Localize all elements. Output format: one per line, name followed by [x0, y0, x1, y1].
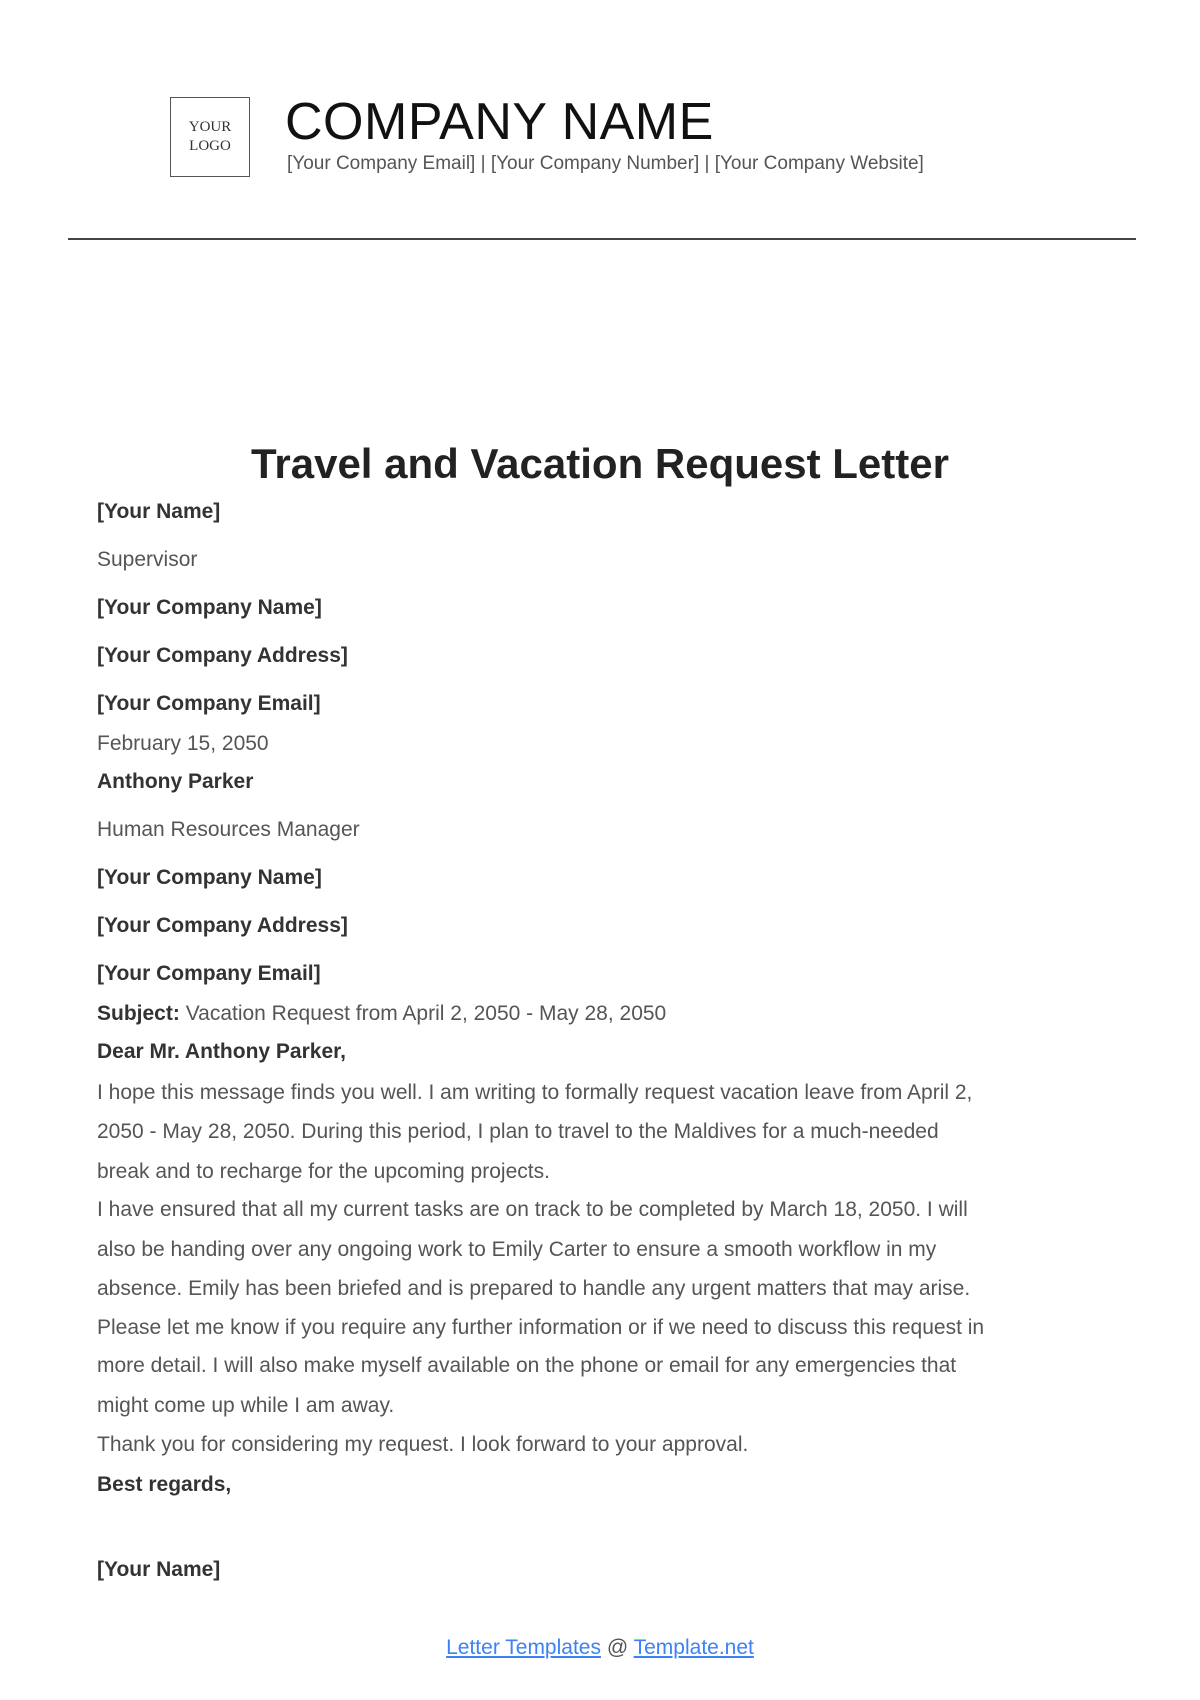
body-line: absence. Emily has been briefed and is prepared to handle any urgent matters that may arise.	[97, 1277, 971, 1300]
subject-line	[97, 1002, 666, 1026]
recipient-address: [Your Company Address]	[97, 914, 348, 937]
letter-templates-link[interactable]: Letter Templates	[446, 1636, 601, 1659]
recipient-name: Anthony Parker	[97, 770, 254, 793]
footer-separator: @	[606, 1636, 629, 1659]
greeting: Dear Mr. Anthony Parker,	[97, 1040, 346, 1063]
header-divider	[68, 238, 1136, 240]
subject-label: Subject:	[97, 1002, 180, 1025]
logo-text: YOUR	[188, 119, 232, 135]
sender-email: [Your Company Email]	[97, 692, 321, 715]
signature-name: [Your Name]	[97, 1558, 221, 1581]
recipient-company: [Your Company Name]	[97, 866, 322, 889]
closing: Best regards,	[97, 1473, 232, 1496]
body-line: more detail. I will also make myself available on the phone or email for any emergencies that	[97, 1354, 957, 1377]
body-line: break and to recharge for the upcoming projects.	[97, 1160, 550, 1183]
recipient-email: [Your Company Email]	[97, 962, 321, 985]
recipient-position: Human Resources Manager	[97, 818, 360, 841]
body-line: might come up while I am away.	[97, 1394, 395, 1417]
sender-position: Supervisor	[97, 548, 198, 571]
sender-name: [Your Name]	[97, 500, 221, 523]
body-line: Please let me know if you require any further information or if we need to discuss this request in	[97, 1316, 985, 1339]
subject-text: Vacation Request from April 2, 2050 - May 28, 2050	[185, 1002, 667, 1025]
letter-date: February 15, 2050	[97, 732, 269, 755]
company-contact: [Your Company Email] | [Your Company Number] | [Your Company Website]	[287, 153, 924, 174]
sender-company: [Your Company Name]	[97, 596, 322, 619]
template-net-link[interactable]: Template.net	[633, 1636, 754, 1659]
body-line: Thank you for considering my request. I look forward to your approval.	[97, 1433, 749, 1456]
company-name: COMPANY NAME	[285, 93, 714, 151]
logo-placeholder	[170, 97, 250, 177]
body-line: 2050 - May 28, 2050. During this period, I plan to travel to the Maldives for a much-needed	[97, 1120, 939, 1143]
footer	[0, 1636, 1200, 1660]
logo-text: LOGO	[189, 138, 231, 154]
body-line: also be handing over any ongoing work to Emily Carter to ensure a smooth workflow in my	[97, 1238, 937, 1261]
body-line: I have ensured that all my current tasks are on track to be completed by March 18, 2050. I will	[97, 1198, 968, 1221]
body-line: I hope this message finds you well. I am writing to formally request vacation leave from April 2,	[97, 1081, 973, 1104]
letter-title: Travel and Vacation Request Letter	[251, 440, 949, 487]
sender-address: [Your Company Address]	[97, 644, 348, 667]
